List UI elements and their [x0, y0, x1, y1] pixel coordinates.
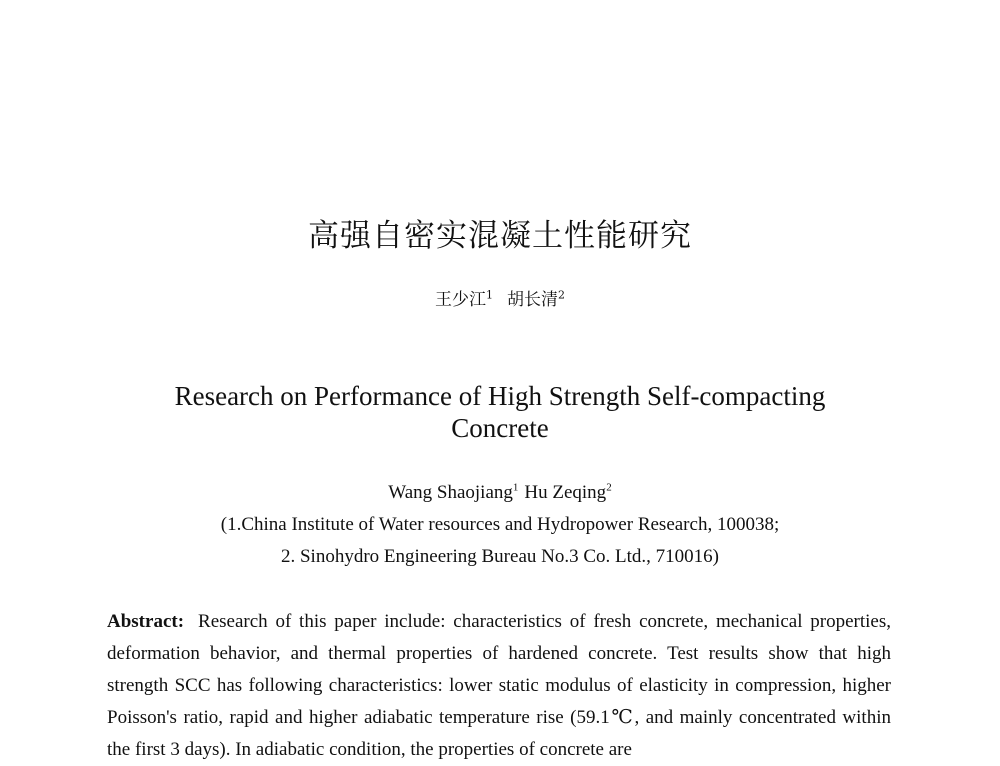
author-en-2-affiliation-mark: 2	[606, 481, 612, 494]
author-en-2: Hu Zeqing	[524, 482, 607, 503]
abstract-text: Research of this paper include: characteristics of fresh concrete, mechanical properties, deformation behavior, and thermal properties of hardened concrete. Test results show that high strength SCC has following characteristics: lower static modulus of elasticity in compression, higher Poisson's ratio, rapid and higher adiabatic temperature rise (59.1℃, and mainly concentrated within the first 3 days). In adiabatic condition, the properties of concrete are	[107, 611, 891, 760]
author-en-1: Wang Shaojiang	[388, 482, 513, 503]
author-cn-1-affiliation-mark: 1	[486, 288, 493, 302]
english-authors	[0, 480, 1000, 506]
chinese-title: 高强自密实混凝土性能研究	[308, 218, 692, 254]
affiliation-line-1: (1.China Institute of Water resources and Hydropower Research, 100038;	[220, 514, 780, 535]
author-en-1-affiliation-mark: 1	[512, 481, 519, 494]
english-title: Research on Performance of High Strength Self-compacting Concrete	[174, 381, 826, 443]
author-cn-2-affiliation-mark: 2	[558, 288, 565, 302]
abstract-label: Abstract:	[107, 611, 185, 632]
chinese-authors	[0, 287, 1000, 313]
author-cn-1: 王少江	[435, 290, 486, 310]
affiliation-line-2: 2. Sinohydro Engineering Bureau No.3 Co. Ltd., 710016)	[280, 546, 719, 567]
author-cn-2: 胡长清	[507, 290, 558, 310]
abstract-paragraph	[107, 606, 891, 766]
